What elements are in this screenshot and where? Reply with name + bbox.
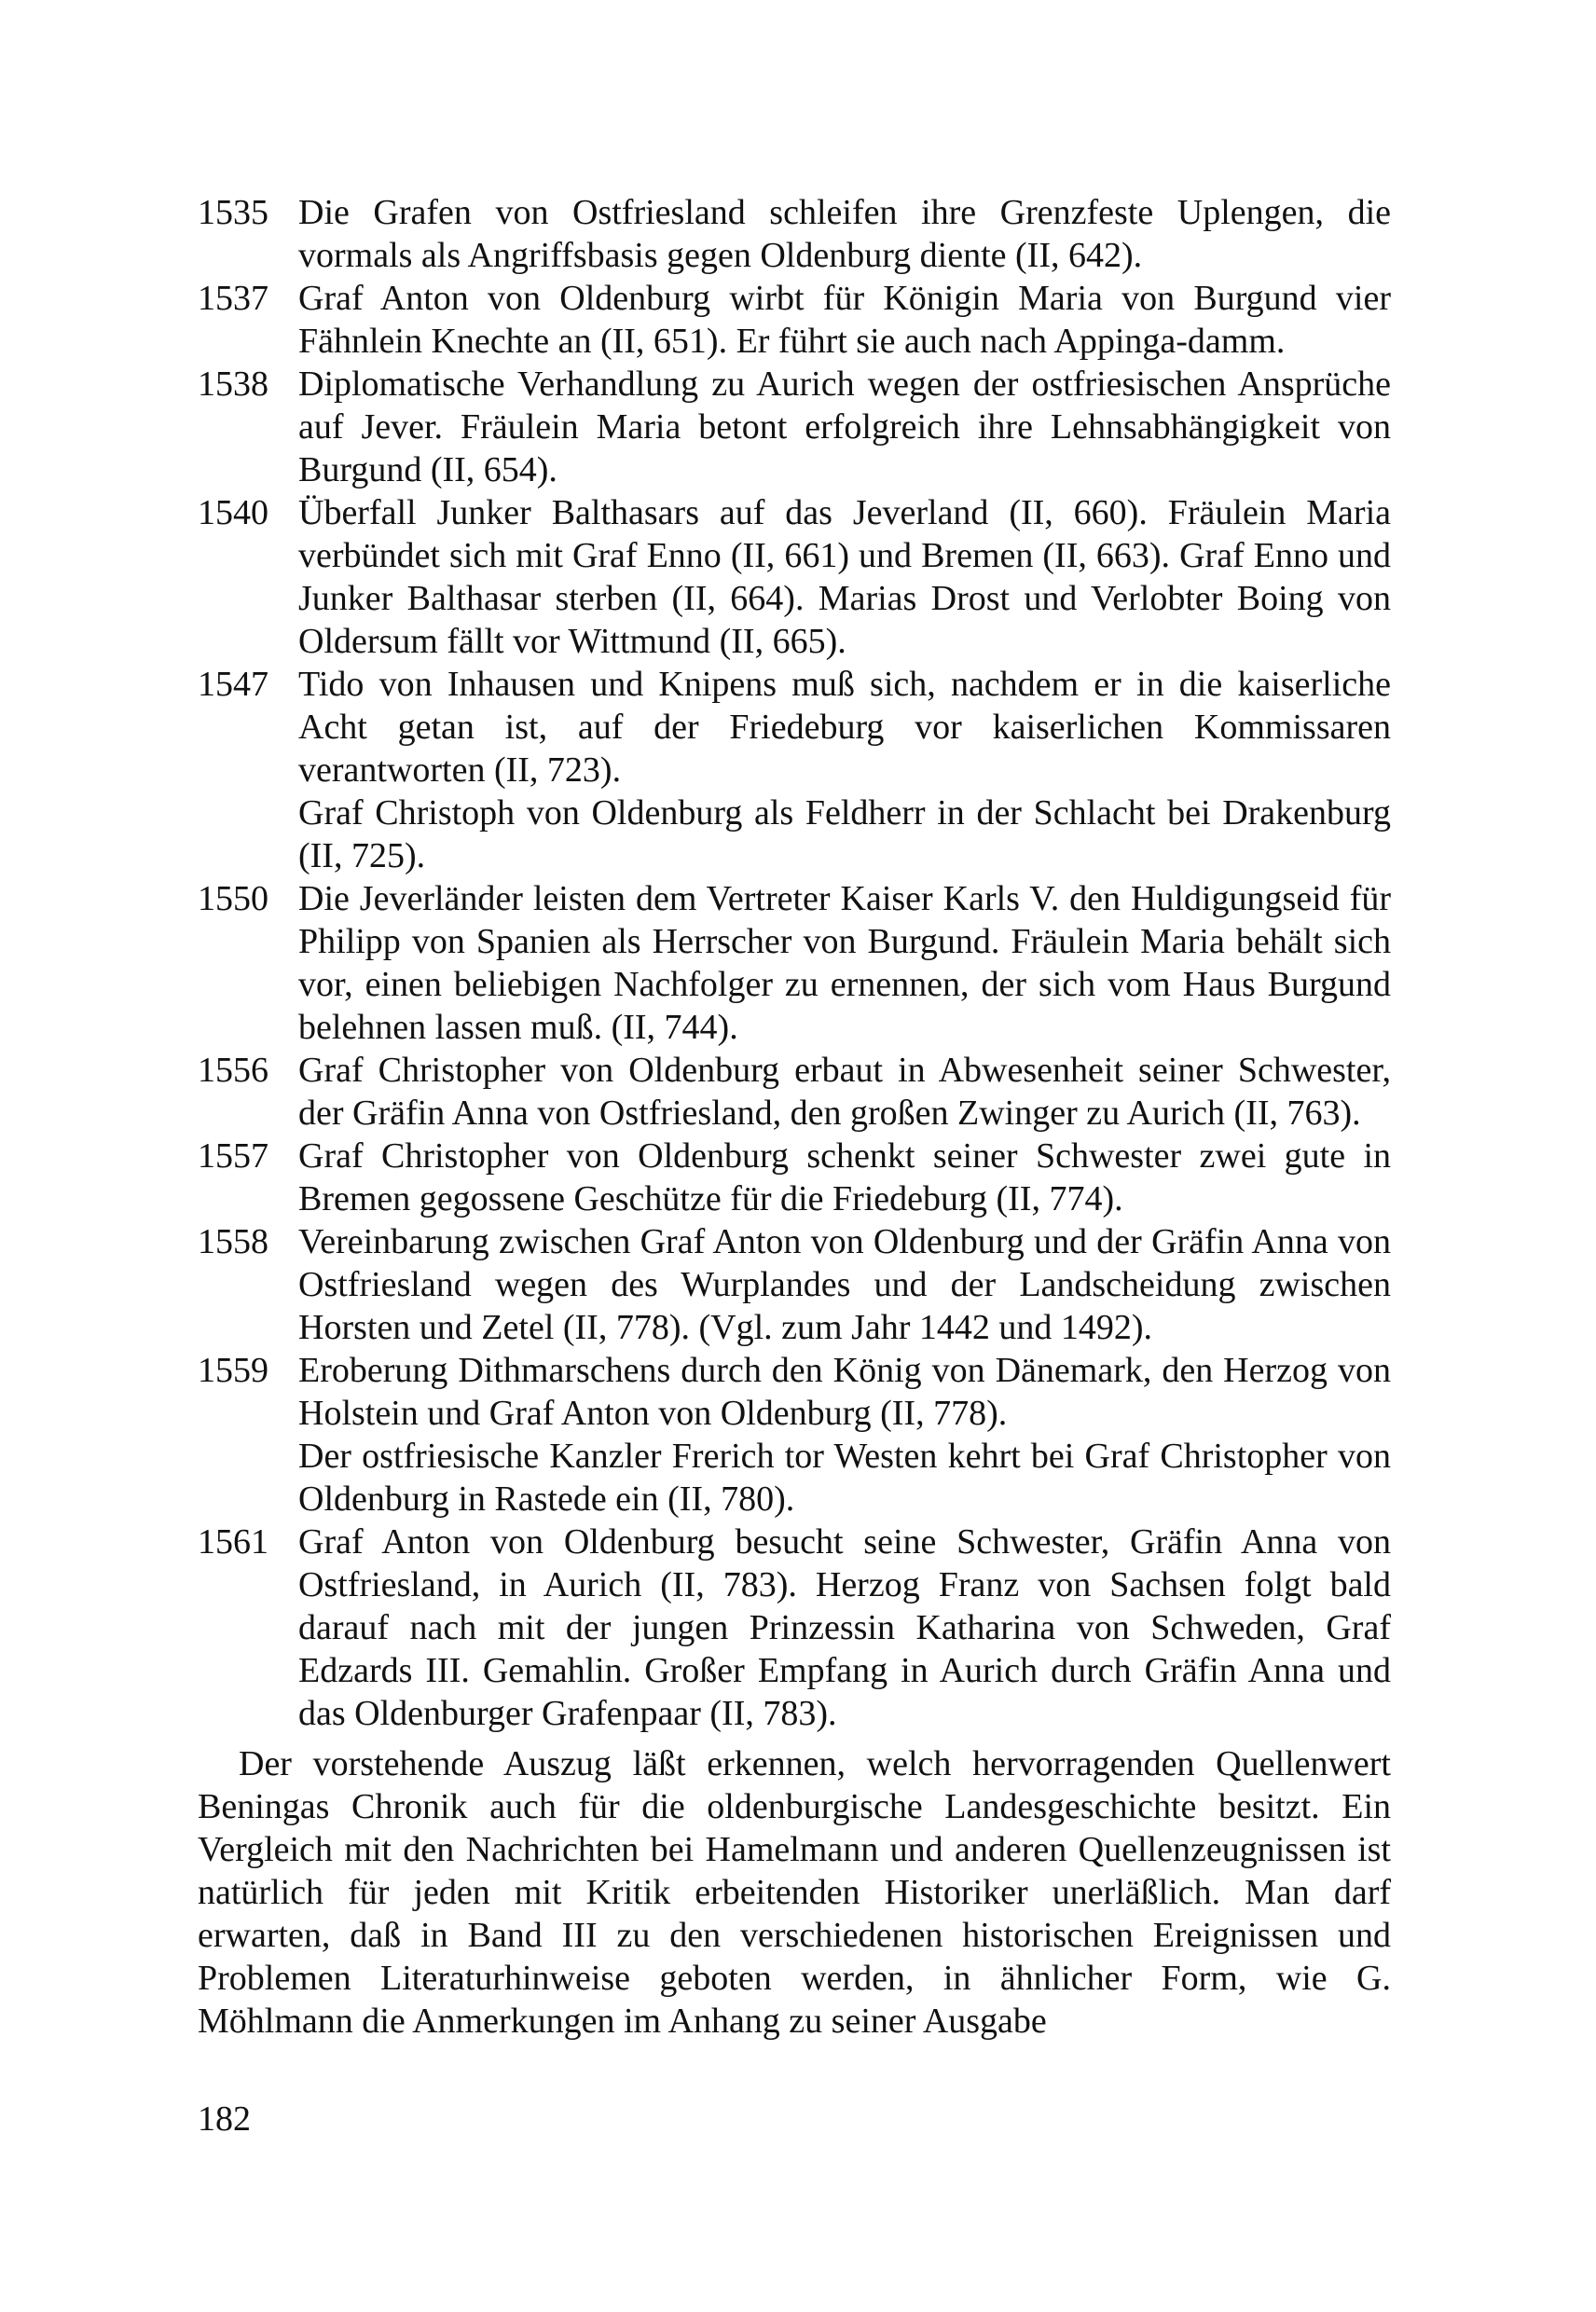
chronology-entry xyxy=(198,363,1391,491)
page-content xyxy=(198,191,1391,2043)
entry-text xyxy=(298,491,1391,663)
entry-paragraph: Überfall Junker Balthasars auf das Jeverland (II, 660). Fräulein Maria verbündet sich mit Graf Enno (II, 661) und Bremen (II, 663). Graf Enno und Junker Balthasar sterben (II, 664). Marias Drost und Verlobter Boing von Oldersum fällt vor Wittmund (II, 665). xyxy=(298,493,1391,661)
entry-year: 1538 xyxy=(198,365,268,404)
entry-paragraph: Graf Christopher von Oldenburg schenkt seiner Schwester zwei gute in Bremen gegossene Geschütze für die Friedeburg (II, 774). xyxy=(298,1136,1391,1218)
entry-year: 1558 xyxy=(198,1222,268,1261)
entry-text xyxy=(298,191,1391,277)
entry-text xyxy=(298,363,1391,491)
entry-year: 1537 xyxy=(198,279,268,318)
entry-year: 1556 xyxy=(198,1051,268,1090)
commentary-paragraph: Der vorstehende Auszug läßt erkennen, welch hervorragenden Quellenwert Beningas Chronik auch für die oldenburgische Landesgeschichte besitzt. Ein Vergleich mit den Nachrichten bei Hamelmann und anderen Quellenzeugnissen ist natürlich für jeden mit Kritik erbeitenden Historiker unerläßlich. Man darf erwarten, daß in Band III zu den verschiedenen historischen Ereignissen und Problemen Literaturhinweise geboten werden, in ähnlicher Form, wie G. Möhlmann die Anmerkungen im Anhang zu seiner Ausgabe xyxy=(198,1744,1391,2041)
entry-year: 1557 xyxy=(198,1136,268,1176)
entry-paragraph: Graf Christopher von Oldenburg erbaut in Abwesenheit seiner Schwester, der Gräfin Anna von Ostfriesland, den großen Zwinger zu Aurich (II, 763). xyxy=(298,1051,1391,1133)
entry-text xyxy=(298,1521,1391,1735)
chronology-entry xyxy=(198,663,1391,877)
entry-text xyxy=(298,877,1391,1049)
entry-text xyxy=(298,1049,1391,1135)
entry-paragraph: Graf Anton von Oldenburg besucht seine Schwester, Gräfin Anna von Ostfriesland, in Aurich (II, 783). Herzog Franz von Sachsen folgt bald darauf nach mit der jungen Prinzessin Katharina von Schweden, Graf Edzards III. Gemahlin. Großer Empfang in Aurich durch Gräfin Anna und das Oldenburger Grafenpaar (II, 783). xyxy=(298,1522,1391,1733)
entry-year: 1540 xyxy=(198,493,268,532)
chronology-entry xyxy=(198,1349,1391,1521)
entry-text xyxy=(298,1135,1391,1220)
entry-paragraph: Die Jeverländer leisten dem Vertreter Kaiser Karls V. den Huldigungseid für Philipp von Spanien als Herrscher von Burgund. Fräulein Maria behält sich vor, einen beliebigen Nachfolger zu ernennen, der sich vom Haus Burgund belehnen lassen muß. (II, 744). xyxy=(298,879,1391,1047)
chronology-entry xyxy=(198,491,1391,663)
entry-paragraph: Tido von Inhausen und Knipens muß sich, nachdem er in die kaiserliche Acht getan ist, auf der Friedeburg vor kaiserlichen Kommissaren verantworten (II, 723). xyxy=(298,665,1391,790)
entry-paragraph: Graf Anton von Oldenburg wirbt für Königin Maria von Burgund vier Fähnlein Knechte an (II, 651). Er führt sie auch nach Appinga-damm. xyxy=(298,279,1391,361)
entry-paragraph: Vereinbarung zwischen Graf Anton von Oldenburg und der Gräfin Anna von Ostfriesland wegen des Wurplandes und der Landscheidung zwischen Horsten und Zetel (II, 778). (Vgl. zum Jahr 1442 und 1492). xyxy=(298,1222,1391,1347)
entry-year: 1547 xyxy=(198,665,268,704)
entry-year: 1535 xyxy=(198,193,268,232)
page-number: 182 xyxy=(198,2099,251,2139)
entry-paragraph: Die Grafen von Ostfriesland schleifen ihre Grenzfeste Uplengen, die vormals als Angriffsbasis gegen Oldenburg diente (II, 642). xyxy=(298,193,1391,275)
entry-paragraph: Graf Christoph von Oldenburg als Feldherr in der Schlacht bei Drakenburg (II, 725). xyxy=(298,793,1391,875)
chronology-entry xyxy=(198,877,1391,1049)
entry-paragraph: Der ostfriesische Kanzler Frerich tor Westen kehrt bei Graf Christopher von Oldenburg in Rastede ein (II, 780). xyxy=(298,1437,1391,1519)
entry-text xyxy=(298,277,1391,363)
chronology-entry xyxy=(198,1049,1391,1135)
entry-paragraph: Eroberung Dithmarschens durch den König von Dänemark, den Herzog von Holstein und Graf Anton von Oldenburg (II, 778). xyxy=(298,1351,1391,1433)
entry-year: 1561 xyxy=(198,1522,268,1562)
entry-year: 1550 xyxy=(198,879,268,918)
chronology-list xyxy=(198,191,1391,1735)
entry-year: 1559 xyxy=(198,1351,268,1390)
chronology-entry xyxy=(198,1135,1391,1220)
chronology-entry xyxy=(198,1220,1391,1349)
chronology-entry xyxy=(198,1521,1391,1735)
entry-text xyxy=(298,663,1391,877)
entry-paragraph: Diplomatische Verhandlung zu Aurich wegen der ostfriesischen Ansprüche auf Jever. Fräulein Maria betont erfolgreich ihre Lehnsabhängigkeit von Burgund (II, 654). xyxy=(298,365,1391,489)
entry-text xyxy=(298,1349,1391,1521)
chronology-entry xyxy=(198,277,1391,363)
chronology-entry xyxy=(198,191,1391,277)
entry-text xyxy=(298,1220,1391,1349)
